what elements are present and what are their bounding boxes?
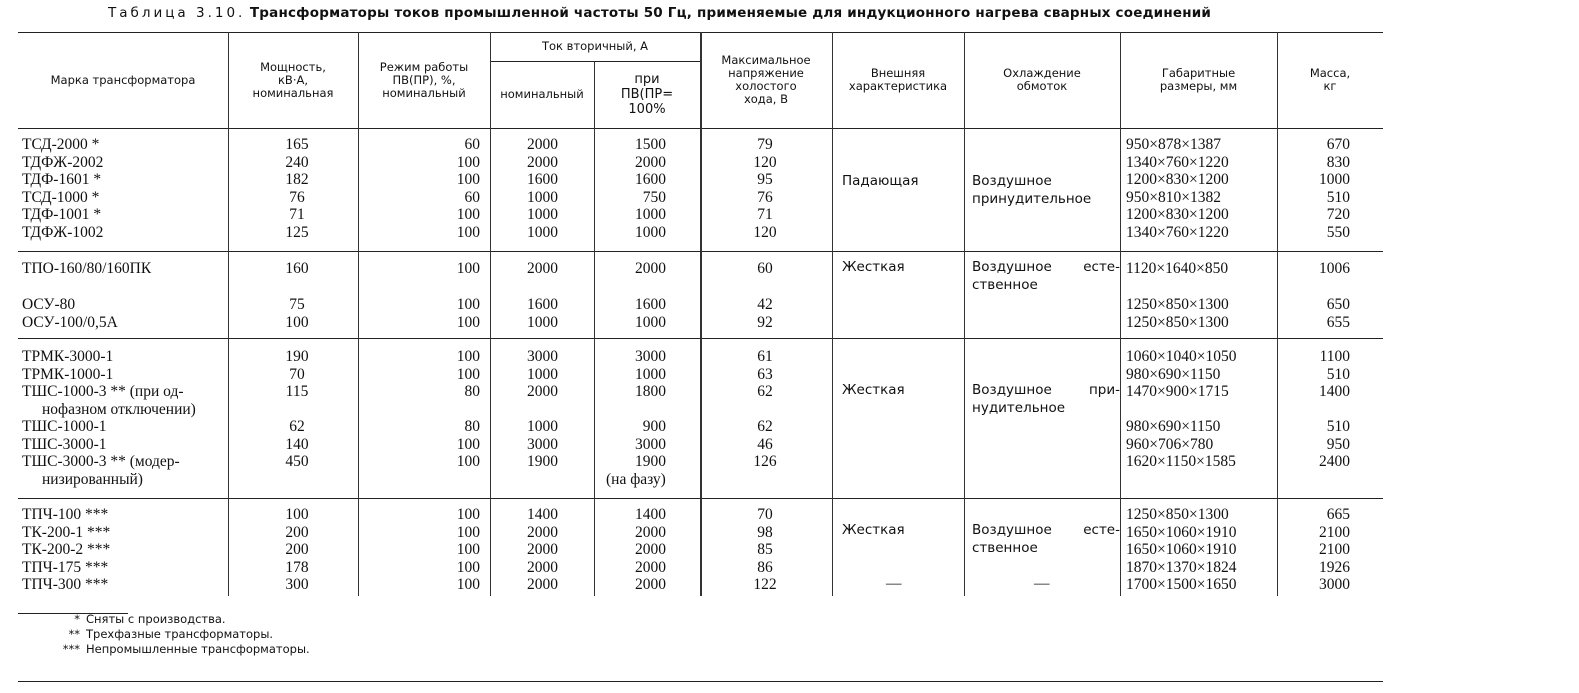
cell-mode: 80 — [464, 383, 480, 400]
table-row — [0, 366, 1579, 383]
cell-brand-continuation: нофазном отключении) — [42, 400, 196, 418]
cell-dims: 1870×1370×1824 — [1126, 558, 1237, 576]
cell-voltage: 63 — [757, 365, 773, 383]
characteristic-label: Падающая — [842, 173, 919, 189]
table-row — [0, 171, 1579, 188]
cell-voltage: 92 — [757, 313, 773, 331]
cell-mass: 2400 — [1319, 453, 1350, 470]
cell-current-pv: 1500 — [635, 136, 666, 153]
cell-brand: ОСУ-80 — [22, 296, 76, 313]
cell-current-nominal: 2000 — [527, 153, 558, 171]
header-dims: Габаритные размеры, мм — [1159, 66, 1238, 93]
cell-voltage: 42 — [757, 296, 773, 313]
cell-mode: 100 — [456, 523, 480, 541]
cell-mode: 100 — [456, 171, 480, 188]
table-row — [0, 506, 1579, 523]
cooling-line: ственное — [972, 540, 1038, 556]
cell-mass: 2100 — [1319, 523, 1350, 541]
header-cooling: Охлаждение обмоток — [1003, 66, 1081, 93]
cell-current-pv: 1000 — [635, 223, 666, 241]
cell-mass: 550 — [1326, 223, 1350, 241]
cell-brand: ТДФЖ-2002 — [22, 153, 104, 171]
header-mass: Масса, кг — [1309, 66, 1351, 93]
table-row — [0, 348, 1579, 365]
table-row — [0, 436, 1579, 453]
cell-dims: 1200×830×1200 — [1126, 206, 1229, 223]
cell-dims: 950×878×1387 — [1126, 136, 1221, 153]
cell-current-nominal: 1400 — [527, 506, 558, 523]
cell-mode: 100 — [456, 435, 480, 453]
cell-dims: 1620×1150×1585 — [1126, 453, 1236, 470]
cell-dims: 1650×1060×1910 — [1126, 541, 1237, 558]
header-brand: Марка трансформатора — [50, 72, 196, 87]
cell-current-nominal: 3000 — [527, 348, 558, 365]
cooling-line: нудительное — [972, 400, 1066, 416]
cell-power: 450 — [285, 453, 309, 470]
cell-current-pv: 2000 — [635, 153, 666, 171]
cell-current-nominal: 2000 — [527, 558, 558, 576]
cooling-label — [972, 172, 1091, 208]
table-number: Таблица 3.10. — [108, 5, 246, 21]
cell-current-pv: 2000 — [635, 523, 666, 541]
cell-current-nominal: 1600 — [527, 296, 558, 313]
cell-current-nominal: 1000 — [527, 365, 558, 383]
cell-brand: ТПЧ-175 *** — [22, 558, 109, 576]
table-row — [0, 524, 1579, 541]
cell-mass: 3000 — [1319, 576, 1350, 593]
cell-voltage: 60 — [757, 260, 773, 277]
cell-voltage: 61 — [757, 348, 773, 365]
cell-brand: ОСУ-100/0,5А — [22, 313, 118, 331]
cell-current-nominal: 2000 — [527, 260, 558, 277]
cooling-label — [972, 258, 1120, 294]
cell-dims: 1340×760×1220 — [1126, 153, 1229, 171]
cell-power: 70 — [289, 365, 305, 383]
cell-power: 200 — [285, 541, 309, 558]
cooling-line: Воздушное при- — [972, 382, 1120, 398]
cell-mode: 100 — [456, 153, 480, 171]
cooling-line: принудительное — [972, 191, 1092, 207]
cell-power: 160 — [285, 260, 309, 277]
cell-mode: 100 — [456, 365, 480, 383]
cell-dims: 1200×830×1200 — [1126, 171, 1229, 188]
cell-current-nominal: 2000 — [527, 136, 558, 153]
cell-current-nominal: 1000 — [527, 188, 558, 206]
cell-current-pv: 2000 — [635, 576, 666, 593]
cell-current-nominal: 1900 — [527, 453, 558, 470]
cell-power: 165 — [285, 136, 309, 153]
cell-current-pv-note: (на фазу) — [606, 470, 666, 488]
cell-mass: 1006 — [1319, 260, 1350, 277]
cell-power: 240 — [285, 153, 309, 171]
cell-mode: 100 — [456, 296, 480, 313]
cell-voltage: 86 — [757, 558, 773, 576]
cell-current-pv: 2000 — [635, 541, 666, 558]
footnote-text: Трехфазные трансформаторы. — [86, 627, 274, 641]
cell-mass: 2100 — [1319, 541, 1350, 558]
cell-power: 140 — [285, 435, 309, 453]
cell-power: 75 — [289, 296, 305, 313]
cooling-line: ственное — [972, 277, 1038, 293]
cell-power: 178 — [285, 558, 309, 576]
cell-power: 300 — [285, 576, 309, 593]
footnote-mark: *** — [62, 642, 80, 656]
cell-dims: 980×690×1150 — [1126, 365, 1221, 383]
cell-mass: 1926 — [1319, 558, 1350, 576]
cell-brand: ТПЧ-300 *** — [22, 576, 109, 593]
cell-voltage: 126 — [753, 453, 777, 470]
cell-voltage: 120 — [753, 153, 777, 171]
cell-brand: ТСД-1000 * — [22, 188, 100, 206]
cell-brand: ТПО-160/80/160ПК — [22, 260, 152, 277]
cell-brand: ТРМК-1000-1 — [22, 365, 114, 383]
cell-mode: 100 — [456, 576, 480, 593]
table-row — [0, 206, 1579, 223]
rule-bottom — [18, 681, 1383, 682]
cell-current-nominal: 1000 — [527, 418, 558, 435]
cell-mass: 665 — [1326, 506, 1350, 523]
cell-current-nominal: 1000 — [527, 206, 558, 223]
cell-mode: 100 — [456, 541, 480, 558]
cell-brand: ТСД-2000 * — [22, 136, 100, 153]
cooling-dash: — — [1034, 575, 1050, 592]
cell-brand-continuation: низированный) — [42, 470, 143, 488]
cell-current-pv: 3000 — [635, 348, 666, 365]
table-row — [0, 154, 1579, 171]
cell-voltage: 95 — [757, 171, 773, 188]
cell-current-nominal: 2000 — [527, 541, 558, 558]
header-power: Мощность, кВ·А, номинальная — [252, 59, 334, 100]
table-row — [0, 541, 1579, 558]
table-row — [0, 559, 1579, 576]
cell-voltage: 46 — [757, 435, 773, 453]
cell-current-pv: 1600 — [635, 296, 666, 313]
cell-current-pv: 1000 — [635, 313, 666, 331]
cell-dims: 1470×900×1715 — [1126, 383, 1229, 400]
cell-dims: 1650×1060×1910 — [1126, 523, 1237, 541]
cell-mode: 100 — [456, 558, 480, 576]
cell-current-pv: 1000 — [635, 206, 666, 223]
cell-mass: 1000 — [1319, 171, 1350, 188]
cell-voltage: 120 — [753, 223, 777, 241]
table-caption: Трансформаторы токов промышленной частоты 50 Гц, применяемые для индукционного нагрева сварных соединений — [249, 5, 1212, 21]
cell-mode: 100 — [456, 223, 480, 241]
cell-mass: 670 — [1326, 136, 1350, 153]
footnote-text: Сняты с производства. — [86, 612, 226, 626]
footnote-text: Непромышленные трансформаторы. — [86, 642, 310, 656]
cell-power: 71 — [289, 206, 305, 223]
cell-dims: 1340×760×1220 — [1126, 223, 1229, 241]
cell-current-nominal: 3000 — [527, 435, 558, 453]
header-mode: Режим работы ПВ(ПР), %, номинальный — [379, 59, 469, 100]
cell-mass: 510 — [1326, 418, 1350, 435]
cell-brand: ТК-200-1 *** — [22, 523, 111, 541]
table-row — [0, 260, 1579, 277]
cell-dims: 1700×1500×1650 — [1126, 576, 1237, 593]
cooling-label — [972, 521, 1120, 557]
characteristic-label: Жесткая — [842, 522, 905, 538]
cooling-line: Воздушное — [972, 173, 1052, 189]
cell-voltage: 70 — [757, 506, 773, 523]
cell-mode: 100 — [456, 206, 480, 223]
cell-mode: 100 — [456, 506, 480, 523]
cell-voltage: 71 — [757, 206, 773, 223]
footnote-mark: * — [74, 612, 80, 626]
cell-power: 200 — [285, 523, 309, 541]
table-title — [108, 5, 1211, 21]
cell-current-nominal: 2000 — [527, 576, 558, 593]
cell-current-pv: 1600 — [635, 171, 666, 188]
cell-mass: 950 — [1326, 435, 1350, 453]
cell-mode: 60 — [464, 188, 480, 206]
table-row — [0, 576, 1579, 593]
cell-mode: 100 — [456, 348, 480, 365]
cell-voltage: 62 — [757, 383, 773, 400]
characteristic-label: Жесткая — [842, 382, 905, 398]
cell-power: 100 — [285, 313, 309, 331]
table-row — [0, 418, 1579, 435]
cooling-line: Воздушное есте- — [972, 259, 1120, 275]
table-row — [0, 224, 1579, 241]
cell-brand: ТШС-1000-1 — [22, 418, 107, 435]
cell-mode: 60 — [464, 136, 480, 153]
cell-current-pv: 1400 — [635, 506, 666, 523]
cell-brand: ТШС-1000-3 ** (при од- — [22, 383, 184, 400]
cell-voltage: 79 — [757, 136, 773, 153]
cell-current-pv: 3000 — [635, 435, 666, 453]
cell-current-pv: 750 — [642, 188, 666, 206]
cell-voltage: 122 — [753, 576, 777, 593]
table-row — [0, 453, 1579, 488]
cell-current-nominal: 1000 — [527, 313, 558, 331]
cell-brand: ТДФЖ-1002 — [22, 223, 104, 241]
cell-mode: 100 — [456, 453, 480, 470]
characteristic-label: Жесткая — [842, 259, 905, 275]
header-current-nominal: номинальный — [500, 87, 584, 101]
cell-mode: 100 — [456, 313, 480, 331]
table-row — [0, 296, 1579, 313]
header-characteristic: Внешняя характеристика — [848, 66, 948, 93]
cell-dims: 980×690×1150 — [1126, 418, 1221, 435]
cell-dims: 1250×850×1300 — [1126, 313, 1229, 331]
cell-dims: 1120×1640×850 — [1126, 260, 1229, 277]
cell-mass: 830 — [1326, 153, 1350, 171]
header-current-pv: при ПВ(ПР= 100% — [620, 72, 674, 117]
cell-current-pv: 900 — [642, 418, 666, 435]
cell-power: 125 — [285, 223, 309, 241]
cell-current-pv: 1800 — [635, 383, 666, 400]
cell-brand: ТРМК-3000-1 — [22, 348, 114, 365]
table-row — [0, 314, 1579, 331]
cell-dims: 950×810×1382 — [1126, 188, 1221, 206]
cell-current-pv: 2000 — [635, 260, 666, 277]
cell-brand: ТШС-3000-1 — [22, 435, 107, 453]
cell-power: 62 — [289, 418, 305, 435]
cooling-label — [972, 381, 1120, 417]
header-current-group: Ток вторичный, А — [542, 39, 648, 53]
cell-mass: 1400 — [1319, 383, 1350, 400]
cell-mode: 80 — [464, 418, 480, 435]
cell-mass: 655 — [1326, 313, 1350, 331]
cell-dims: 1250×850×1300 — [1126, 296, 1229, 313]
cell-brand: ТШС-3000-3 ** (модер- — [22, 453, 180, 470]
cell-current-nominal: 1000 — [527, 223, 558, 241]
cell-mass: 1100 — [1319, 348, 1350, 365]
table-row — [0, 136, 1579, 153]
cell-brand: ТДФ-1001 * — [22, 206, 102, 223]
cell-dims: 1250×850×1300 — [1126, 506, 1229, 523]
cell-brand: ТПЧ-100 *** — [22, 506, 109, 523]
cell-current-pv: 1000 — [635, 365, 666, 383]
cooling-line: Воздушное есте- — [972, 522, 1120, 538]
table-row — [0, 189, 1579, 206]
cell-voltage: 98 — [757, 523, 773, 541]
cell-mass: 650 — [1326, 296, 1350, 313]
cell-power: 100 — [285, 506, 309, 523]
cell-voltage: 76 — [757, 188, 773, 206]
cell-power: 76 — [289, 188, 305, 206]
cell-mass: 720 — [1326, 206, 1350, 223]
cell-dims: 960×706×780 — [1126, 435, 1214, 453]
cell-mass: 510 — [1326, 365, 1350, 383]
cell-current-nominal: 2000 — [527, 523, 558, 541]
cell-current-pv: 1900 — [635, 453, 666, 470]
cell-brand: ТК-200-2 *** — [22, 541, 111, 558]
header-voltage: Максимальное напряжение холостого хода, В — [721, 53, 811, 106]
cell-voltage: 62 — [757, 418, 773, 435]
cell-mass: 510 — [1326, 188, 1350, 206]
cell-current-pv: 2000 — [635, 558, 666, 576]
cell-mode: 100 — [456, 260, 480, 277]
cell-current-nominal: 1600 — [527, 171, 558, 188]
cell-voltage: 85 — [757, 541, 773, 558]
cell-power: 190 — [285, 348, 309, 365]
characteristic-dash: — — [886, 575, 902, 592]
cell-power: 115 — [285, 383, 309, 400]
cell-current-nominal: 2000 — [527, 383, 558, 400]
cell-dims: 1060×1040×1050 — [1126, 348, 1237, 365]
cell-power: 182 — [285, 171, 309, 188]
cell-brand: ТДФ-1601 * — [22, 171, 102, 188]
footnote-mark: ** — [68, 627, 80, 641]
